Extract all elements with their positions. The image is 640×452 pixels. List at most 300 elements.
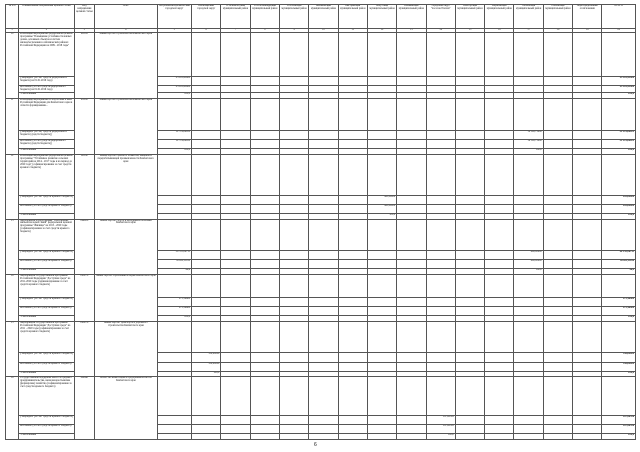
grbs-name: Министерство транспорта и дорожного строительства Камчатского края	[94, 321, 157, 377]
empty-cell	[543, 377, 572, 416]
total-cell: 330,00000	[602, 362, 636, 371]
empty-cell	[397, 219, 426, 251]
program-name: Реализация мероприятий по подготовке к зиме Российской Федерации для Камчатского края в области формирования...	[19, 99, 75, 131]
empty-cell	[192, 85, 221, 93]
column-number-cell: 5	[157, 28, 191, 33]
empty-cell	[455, 321, 484, 353]
empty-cell	[279, 306, 308, 315]
empty-cell	[250, 195, 279, 204]
empty-cell	[485, 33, 514, 76]
empty-cell	[192, 99, 221, 131]
empty-cell	[250, 140, 279, 149]
empty-cell	[485, 424, 514, 433]
empty-cell	[279, 195, 308, 204]
total-cell: 495,00000	[602, 204, 636, 213]
empty-cell	[250, 130, 279, 139]
empty-cell	[221, 377, 250, 416]
empty-cell	[602, 154, 636, 195]
total-cell: 100,0	[602, 371, 636, 377]
header-cell: Алеутский муниципальный район	[367, 5, 396, 29]
page-number: 6	[314, 442, 317, 448]
empty-cell	[514, 424, 543, 433]
empty-cell	[192, 219, 221, 251]
empty-cell	[602, 99, 636, 131]
empty-cell	[397, 204, 426, 213]
empty-cell	[279, 260, 308, 269]
empty-cell	[309, 85, 338, 93]
empty-cell	[309, 353, 338, 362]
empty-cell	[543, 85, 572, 93]
grbs-name: Агентство инвестиций и предпринимательства Камчатского края	[94, 377, 157, 440]
program-row	[6, 33, 636, 76]
empty-cell	[397, 321, 426, 353]
empty-cell	[573, 424, 602, 433]
empty-cell	[309, 219, 338, 251]
program-code: 0Ф440	[74, 377, 94, 440]
empty-cell	[192, 33, 221, 76]
empty-cell	[250, 306, 279, 315]
grbs-name: Министерство сельского хозяйства, пищевой и перерабатывающей промышленности Камчатского края	[94, 154, 157, 219]
empty-cell	[157, 33, 191, 76]
empty-cell	[309, 154, 338, 195]
grbs-name: Министерство строительства Камчатского края	[94, 99, 157, 155]
empty-cell	[338, 251, 367, 260]
empty-cell	[426, 275, 455, 298]
empty-cell	[279, 415, 308, 424]
column-number-cell: 9	[279, 28, 308, 33]
empty-cell	[426, 130, 455, 139]
column-number-cell: 16	[485, 28, 514, 33]
empty-cell	[573, 434, 602, 440]
empty-cell	[485, 297, 514, 306]
subrow-label: % исполнения	[19, 149, 75, 155]
empty-cell	[367, 434, 396, 440]
empty-cell	[279, 99, 308, 131]
empty-cell	[221, 76, 250, 85]
column-number-cell: 8	[250, 28, 279, 33]
empty-cell	[367, 130, 396, 139]
empty-cell	[367, 377, 396, 416]
header-cell: ГРБС	[94, 5, 157, 29]
empty-cell	[279, 275, 308, 298]
empty-cell	[602, 33, 636, 76]
empty-cell	[543, 297, 572, 306]
column-number-cell: 4	[94, 28, 157, 33]
empty-cell	[602, 275, 636, 298]
row-number: 14	[6, 275, 19, 322]
empty-cell	[573, 130, 602, 139]
empty-cell	[514, 415, 543, 424]
total-cell: 40 133,26733	[602, 251, 636, 260]
program-code: 0Б180	[74, 154, 94, 219]
empty-cell	[455, 140, 484, 149]
empty-cell	[367, 306, 396, 315]
empty-cell	[397, 415, 426, 424]
value-cell: 100,0	[157, 316, 191, 322]
empty-cell	[338, 424, 367, 433]
empty-cell	[573, 297, 602, 306]
empty-cell	[543, 154, 572, 195]
program-row	[6, 377, 636, 416]
value-cell: 100,0	[514, 149, 543, 155]
header-cell: № п/п	[6, 5, 19, 29]
column-number-cell: 7	[221, 28, 250, 33]
column-number-cell: 17	[514, 28, 543, 33]
empty-cell	[309, 297, 338, 306]
empty-cell	[309, 99, 338, 131]
empty-cell	[221, 321, 250, 353]
empty-cell	[397, 99, 426, 131]
empty-cell	[426, 195, 455, 204]
subrow-label: исполнено (за счет средств краевого бюджета)	[19, 424, 75, 433]
empty-cell	[338, 260, 367, 269]
empty-cell	[455, 85, 484, 93]
empty-cell	[338, 353, 367, 362]
subrow-label: исполнено (за счет средств краевого бюджета)	[19, 306, 75, 315]
empty-cell	[367, 76, 396, 85]
column-number-cell: 15	[455, 28, 484, 33]
empty-cell	[397, 434, 426, 440]
empty-cell	[157, 154, 191, 195]
empty-cell	[514, 154, 543, 195]
empty-cell	[426, 140, 455, 149]
empty-cell	[455, 424, 484, 433]
empty-cell	[455, 219, 484, 251]
empty-cell	[309, 362, 338, 371]
column-number-cell: 20	[602, 28, 636, 33]
empty-cell	[221, 140, 250, 149]
header-row	[6, 5, 636, 29]
empty-cell	[426, 362, 455, 371]
empty-cell	[426, 219, 455, 251]
empty-cell	[221, 353, 250, 362]
empty-cell	[309, 33, 338, 76]
empty-cell	[309, 204, 338, 213]
subrow-label: исполнено (за счет средств краевого бюджета)	[19, 260, 75, 269]
empty-cell	[309, 76, 338, 85]
empty-cell	[338, 195, 367, 204]
empty-cell	[250, 260, 279, 269]
empty-cell	[543, 204, 572, 213]
empty-cell	[279, 297, 308, 306]
empty-cell	[192, 76, 221, 85]
empty-cell	[426, 251, 455, 260]
subrow-label: утверждено (за счет средств федерального бюджета (средств бюджета))	[19, 130, 75, 139]
subrow-label: % исполнения	[19, 269, 75, 275]
empty-cell	[309, 321, 338, 353]
empty-cell	[485, 434, 514, 440]
empty-cell	[397, 353, 426, 362]
subrow-label: исполнено (за счет средств федерального бюджета) на 01.01.2016 года)	[19, 85, 75, 93]
header-cell: Вилючинский городской округ	[192, 5, 221, 29]
empty-cell	[192, 321, 221, 353]
empty-cell	[514, 85, 543, 93]
empty-cell	[485, 306, 514, 315]
subrow-label: % исполнения	[19, 93, 75, 99]
empty-cell	[543, 306, 572, 315]
empty-cell	[309, 275, 338, 298]
empty-cell	[279, 204, 308, 213]
empty-cell	[250, 33, 279, 76]
empty-cell	[514, 195, 543, 204]
column-number-cell: 14	[426, 28, 455, 33]
total-cell: 100,0	[602, 213, 636, 219]
empty-cell	[514, 297, 543, 306]
value-cell: 462,00000	[514, 251, 543, 260]
empty-cell	[279, 219, 308, 251]
empty-cell	[250, 434, 279, 440]
empty-cell	[367, 424, 396, 433]
empty-cell	[514, 99, 543, 131]
empty-cell	[279, 140, 308, 149]
empty-cell	[192, 260, 221, 269]
empty-cell	[485, 76, 514, 85]
empty-cell	[192, 377, 221, 416]
empty-cell	[338, 76, 367, 85]
empty-cell	[309, 140, 338, 149]
empty-cell	[338, 297, 367, 306]
empty-cell	[485, 415, 514, 424]
empty-cell	[157, 353, 191, 362]
column-number-cell: 6	[192, 28, 221, 33]
empty-cell	[397, 275, 426, 298]
subrow-label: исполнено (за счет средств краевого бюджета)	[19, 362, 75, 371]
empty-cell	[397, 362, 426, 371]
empty-cell	[426, 85, 455, 93]
empty-cell	[397, 297, 426, 306]
empty-cell	[397, 154, 426, 195]
empty-cell	[514, 353, 543, 362]
empty-cell	[250, 424, 279, 433]
empty-cell	[192, 415, 221, 424]
empty-cell	[279, 130, 308, 139]
header-cell: Олюторский муниципальный район	[455, 5, 484, 29]
empty-cell	[573, 219, 602, 251]
total-cell: 23 161,43400	[602, 85, 636, 93]
program-name: Реализация мероприятий федеральной целевой программы "Повышение устойчивости жилых домов, основных объектов и систем жизнеобеспечения в сейсмических районах Российской Федерации на 2009 - 2018 годы"	[19, 33, 75, 76]
empty-cell	[397, 251, 426, 260]
empty-cell	[397, 195, 426, 204]
empty-cell	[543, 321, 572, 353]
total-cell: 187,26316	[602, 424, 636, 433]
subrow-label: утверждено (за счет средств краевого бюджета)	[19, 195, 75, 204]
value-cell: 38 280,11180	[157, 260, 191, 269]
empty-cell	[338, 204, 367, 213]
empty-cell	[397, 76, 426, 85]
empty-cell	[514, 219, 543, 251]
value-cell: 100,0	[514, 269, 543, 275]
empty-cell	[221, 260, 250, 269]
header-cell: Код направления целевой статьи	[74, 5, 94, 29]
value-cell: 12 719,86022	[157, 140, 191, 149]
empty-cell	[426, 154, 455, 195]
empty-cell	[514, 204, 543, 213]
empty-cell	[602, 321, 636, 353]
value-cell: 100,0	[157, 149, 191, 155]
program-row	[6, 275, 636, 298]
subrow-label: утверждено (за счет средств краевого бюджета)	[19, 353, 75, 362]
empty-cell	[455, 204, 484, 213]
empty-cell	[485, 85, 514, 93]
empty-cell	[455, 362, 484, 371]
row-number: 10	[6, 33, 19, 99]
empty-cell	[426, 33, 455, 76]
empty-cell	[221, 275, 250, 298]
total-cell: 495,00000	[602, 195, 636, 204]
empty-cell	[543, 251, 572, 260]
column-number-cell: 11	[338, 28, 367, 33]
empty-cell	[455, 154, 484, 195]
empty-cell	[250, 251, 279, 260]
empty-cell	[221, 33, 250, 76]
empty-cell	[338, 85, 367, 93]
empty-cell	[573, 415, 602, 424]
empty-cell	[367, 219, 396, 251]
total-cell: 100,0	[602, 434, 636, 440]
empty-cell	[543, 260, 572, 269]
column-number-cell: 13	[397, 28, 426, 33]
subrow-label: исполнено (за счет средств краевого бюджета)	[19, 204, 75, 213]
empty-cell	[221, 251, 250, 260]
empty-cell	[367, 275, 396, 298]
empty-cell	[279, 353, 308, 362]
program-name: Мероприятия государственной программы Российской Федерации "Доступная среда" на 2011 - 2020 годы (софинансирование за счет средств краевого бюджета)	[19, 321, 75, 353]
empty-cell	[485, 195, 514, 204]
total-cell: 96,4	[602, 269, 636, 275]
value-cell: 19 500,73000	[514, 140, 543, 149]
empty-cell	[602, 219, 636, 251]
empty-cell	[485, 321, 514, 353]
column-number-cell: 18	[543, 28, 572, 33]
value-cell: 100,0	[367, 213, 396, 219]
header-cell: ВСЕГО	[602, 5, 636, 29]
empty-cell	[485, 140, 514, 149]
grbs-name: Министерство спорта и молодежной политики Камчатского края	[94, 219, 157, 275]
empty-cell	[367, 362, 396, 371]
empty-cell	[367, 251, 396, 260]
empty-cell	[157, 219, 191, 251]
empty-cell	[367, 140, 396, 149]
row-number: 16	[6, 377, 19, 440]
value-cell: 19 500,73000	[514, 130, 543, 139]
empty-cell	[543, 76, 572, 85]
empty-cell	[309, 251, 338, 260]
value-cell: 462,00000	[514, 260, 543, 269]
empty-cell	[338, 434, 367, 440]
column-number-cell: 3	[74, 28, 94, 33]
empty-cell	[279, 362, 308, 371]
empty-cell	[573, 353, 602, 362]
program-code: 0Ш200	[74, 219, 94, 275]
empty-cell	[426, 76, 455, 85]
program-name: Государственная поддержка малого и среднего предпринимательства, включая крестьянские (фермерские) хозяйства (софинансирование за счет средств краевого бюджета)	[19, 377, 75, 416]
total-cell: 38 691,11180	[602, 260, 636, 269]
empty-cell	[338, 140, 367, 149]
total-cell: 100,0	[602, 93, 636, 99]
empty-cell	[192, 130, 221, 139]
header-cell: Усть-Камчатский муниципальный район	[221, 5, 250, 29]
header-cell: Мильковский муниципальный район	[309, 5, 338, 29]
empty-cell	[221, 424, 250, 433]
header-cell: Усть-Большерецкий муниципальный район	[250, 5, 279, 29]
empty-cell	[250, 204, 279, 213]
header-cell: Петропавловск-Камчатский городской округ	[157, 5, 191, 29]
empty-cell	[543, 219, 572, 251]
empty-cell	[455, 275, 484, 298]
empty-cell	[221, 434, 250, 440]
empty-cell	[573, 362, 602, 371]
value-cell: 187,26316	[426, 415, 455, 424]
empty-cell	[338, 306, 367, 315]
column-number-cell: 19	[573, 28, 602, 33]
row-number: 11	[6, 99, 19, 155]
subrow-label: % исполнения	[19, 316, 75, 322]
header-cell: Нераспределенные ассигнования	[573, 5, 602, 29]
empty-cell	[250, 377, 279, 416]
row-number: 13	[6, 219, 19, 275]
empty-cell	[309, 377, 338, 416]
empty-cell	[426, 321, 455, 353]
empty-cell	[397, 377, 426, 416]
empty-cell	[426, 306, 455, 315]
empty-cell	[157, 424, 191, 433]
empty-cell	[279, 321, 308, 353]
total-cell: 187,26316	[602, 415, 636, 424]
value-cell: 12 719,86022	[157, 130, 191, 139]
empty-cell	[279, 85, 308, 93]
empty-cell	[192, 434, 221, 440]
empty-cell	[397, 140, 426, 149]
empty-cell	[338, 275, 367, 298]
value-cell: 39 705,26733	[157, 251, 191, 260]
empty-cell	[338, 219, 367, 251]
total-cell: 273,16400	[602, 297, 636, 306]
empty-cell	[221, 415, 250, 424]
empty-cell	[367, 321, 396, 353]
empty-cell	[543, 195, 572, 204]
header-cell: Городской округ "поселок Палана"	[426, 5, 455, 29]
empty-cell	[485, 99, 514, 131]
empty-cell	[514, 76, 543, 85]
empty-cell	[157, 275, 191, 298]
empty-cell	[338, 321, 367, 353]
empty-cell	[279, 377, 308, 416]
value-cell: 96,4	[157, 269, 191, 275]
empty-cell	[573, 140, 602, 149]
empty-cell	[573, 85, 602, 93]
empty-cell	[221, 99, 250, 131]
column-number-cell: 2	[19, 28, 75, 33]
empty-cell	[192, 251, 221, 260]
empty-cell	[397, 260, 426, 269]
subrow-label: % исполнения	[19, 213, 75, 219]
empty-cell	[602, 377, 636, 416]
column-number-cell: 1	[6, 28, 19, 33]
subrow-label: % исполнения	[19, 371, 75, 377]
program-row	[6, 154, 636, 195]
empty-cell	[250, 321, 279, 353]
empty-cell	[367, 99, 396, 131]
empty-cell	[543, 424, 572, 433]
empty-cell	[279, 33, 308, 76]
empty-cell	[279, 251, 308, 260]
empty-cell	[455, 353, 484, 362]
empty-cell	[455, 434, 484, 440]
program-row	[6, 321, 636, 353]
empty-cell	[514, 306, 543, 315]
empty-cell	[485, 130, 514, 139]
header-cell: Быстринский муниципальный район	[338, 5, 367, 29]
